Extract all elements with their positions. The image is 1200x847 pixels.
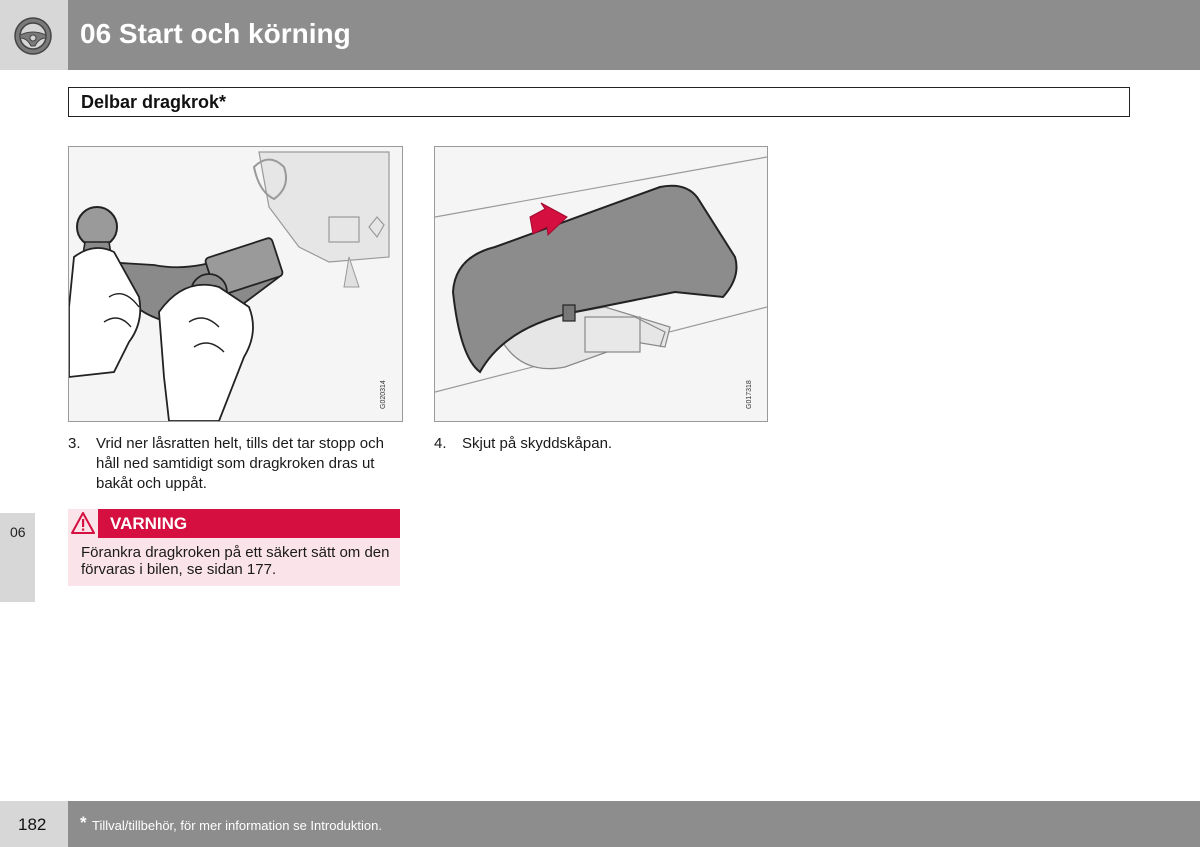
figure-code: G017318 xyxy=(746,380,753,409)
step-text: Vrid ner låsratten helt, tills det tar stopp och håll ned samtidigt som dragkroken dras ut bakåt och uppåt. xyxy=(96,435,384,492)
figure-towbar-removal xyxy=(68,146,403,422)
step-item xyxy=(434,434,764,456)
page-number: 182 xyxy=(18,815,47,834)
section-heading-box xyxy=(68,87,1130,117)
chapter-title: 06 Start och körning xyxy=(80,18,351,49)
warning-title: VARNING xyxy=(110,514,188,533)
step-number: 3. xyxy=(68,435,81,452)
step-number: 4. xyxy=(434,435,447,452)
warning-box xyxy=(68,509,400,586)
chapter-icon-box xyxy=(0,0,68,70)
footnote-star: * xyxy=(80,813,87,832)
warning-header xyxy=(68,509,400,538)
figure-code: G020314 xyxy=(380,380,387,409)
warning-triangle-icon xyxy=(71,512,95,534)
warning-icon-box xyxy=(68,509,98,538)
step-item xyxy=(68,434,403,496)
towbar-removal-illustration xyxy=(69,147,402,421)
figure-protective-cover xyxy=(434,146,768,422)
side-tab-label: 06 xyxy=(10,524,26,540)
footer-bar xyxy=(68,801,1200,847)
chapter-side-tab xyxy=(0,513,35,602)
footnote-text: Tillval/tillbehör, för mer information se Introduktion. xyxy=(92,818,382,833)
steering-wheel-icon xyxy=(13,16,53,56)
step-text: Skjut på skyddskåpan. xyxy=(462,435,613,452)
protective-cover-illustration xyxy=(435,147,767,421)
header-bar xyxy=(68,0,1200,70)
warning-text: Förankra dragkroken på ett säkert sätt om den förvaras i bilen, se sidan 177. xyxy=(81,544,390,578)
page-number-box xyxy=(0,801,68,847)
section-title: Delbar dragkrok* xyxy=(81,92,227,112)
